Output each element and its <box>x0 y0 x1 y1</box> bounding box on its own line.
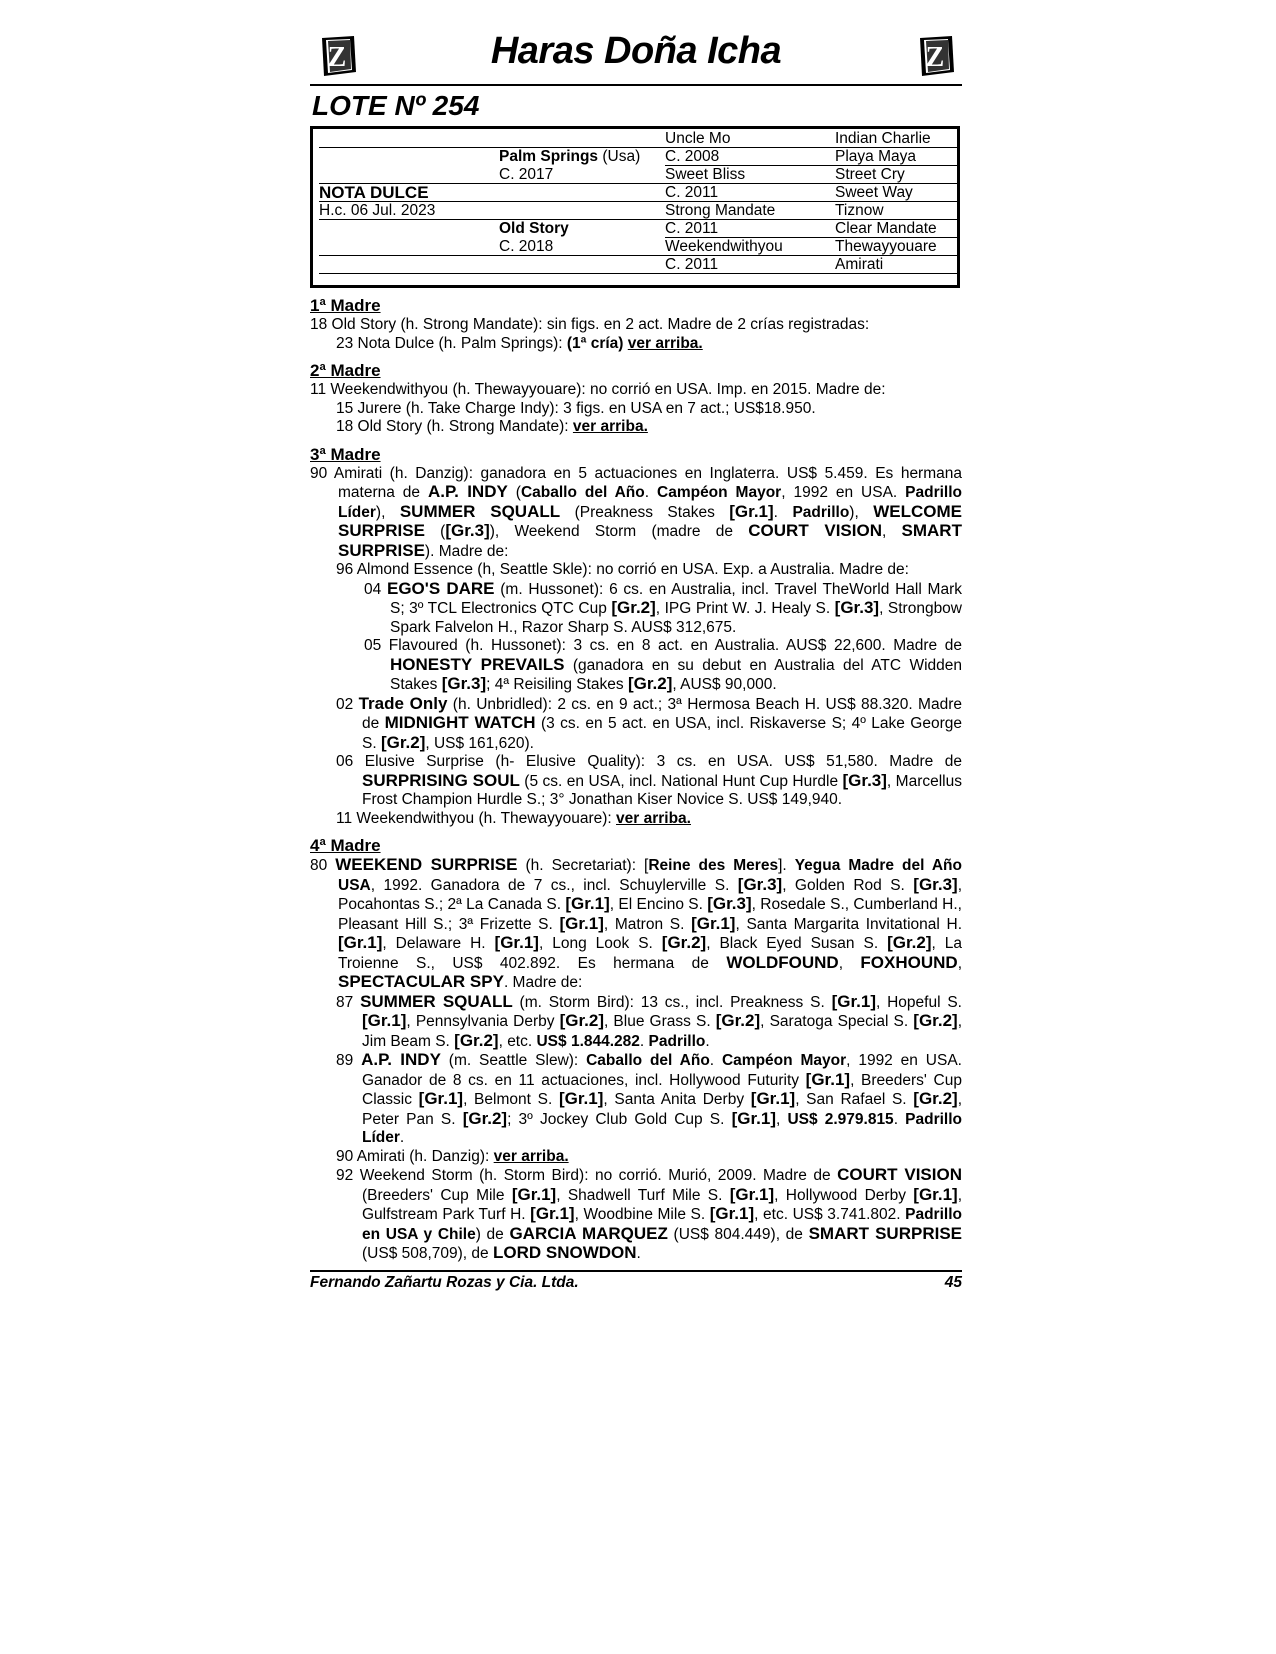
pedigree-rule <box>319 183 959 184</box>
logo-icon <box>912 32 958 80</box>
paragraph: 92 Weekend Storm (h. Storm Bird): no corrió. Murió, 2009. Madre de COURT VISION (Breeders' Cup Mile [Gr.1], Shadwell Turf Mile S. [Gr.1], Hollywood Derby [Gr.1], Gulfstream Park Turf H. [Gr.1], Woodbine Mile S. [Gr.1], etc. US$ 3.741.802. Padrillo en USA y Chile) de GARCIA MARQUEZ (US$ 804.449), de SMART SURPRISE (US$ 508,709), de LORD SNOWDON. <box>336 1165 962 1262</box>
pedigree-cell: Strong Mandate <box>665 202 776 219</box>
paragraph: 18 Old Story (h. Strong Mandate): ver arriba. <box>336 418 648 435</box>
paragraph: 02 Trade Only (h. Unbridled): 2 cs. en 9 act.; 3ª Hermosa Beach H. US$ 88.320. Madre de MIDNIGHT WATCH (3 cs. en 5 act. en USA, incl. Riskaverse S; 4º Lake George S. [Gr.2], US$ 161,620). <box>336 693 962 752</box>
paragraph: 05 Flavoured (h. Hussonet): 3 cs. en 8 act. en Australia. AUS$ 22,600. Madre de HONESTY PREVAILS (ganadora en su debut en Australia del ATC Widden Stakes [Gr.3]; 4ª Reisiling Stakes [Gr.2], AUS$ 90,000. <box>364 637 963 693</box>
pedigree-rule <box>665 165 959 166</box>
paragraph: 90 Amirati (h. Danzig): ver arriba. <box>336 1147 569 1165</box>
paragraph: 06 Elusive Surprise (h- Elusive Quality): 3 cs. en USA. US$ 51,580. Madre de SURPRISING SOUL (5 cs. en USA, incl. National Hunt Cup Hurdle [Gr.3], Marcellus Frost Champion Hurdle S.; 3° Jonathan Kiser Novice S. US$ 149,940. <box>336 753 962 808</box>
section-title: 4ª Madre <box>310 836 381 855</box>
pedigree-cell: Street Cry <box>835 166 905 183</box>
page-header <box>310 28 962 86</box>
horse-info: H.c. 06 Jul. 2023 <box>319 202 436 219</box>
pedigree-cell: Clear Mandate <box>835 220 937 237</box>
pedigree-cell: Indian Charlie <box>835 130 931 147</box>
lot-number: LOTE Nº 254 <box>312 90 480 121</box>
paragraph: 04 EGO'S DARE (m. Hussonet): 6 cs. en Australia, incl. Travel TheWorld Hall Mark S; 3º TCL Electronics QTC Cup [Gr.2], IPG Print W. J. Healy S. [Gr.3], Strongbow Spark Falvelon H., Razor Sharp S. AUS$ 312,675. <box>364 578 962 636</box>
pedigree-cell: Playa Maya <box>835 148 916 165</box>
pedigree-cell: Sweet Way <box>835 184 913 201</box>
pedigree-cell: Uncle Mo <box>665 130 731 147</box>
pedigree-rule <box>319 201 959 202</box>
pedigree-cell: Sweet Bliss <box>665 166 746 183</box>
pedigree-cell: C. 2011 <box>665 184 719 201</box>
svg-text:Z: Z <box>327 42 347 73</box>
pedigree-cell: C. 2011 <box>665 220 719 237</box>
page-footer <box>310 1270 962 1292</box>
sire-year: C. 2017 <box>499 166 554 183</box>
paragraph: 11 Weekendwithyou (h. Thewayyouare): no corrió en USA. Imp. en 2015. Madre de: <box>310 381 886 398</box>
section-title: 2ª Madre <box>310 361 381 380</box>
paragraph: 90 Amirati (h. Danzig): ganadora en 5 actuaciones en Inglaterra. US$ 5.459. Es hermana materna de A.P. INDY (Caballo del Año. Campéon Mayor, 1992 en USA. Padrillo Líder), SUMMER SQUALL (Preakness Stakes [Gr.1]. Padrillo), WELCOME SURPRISE ([Gr.3]), Weekend Storm (madre de COURT VISION, SMART SURPRISE). Madre de: <box>310 464 963 560</box>
paragraph: 11 Weekendwithyou (h. Thewayyouare): ver arriba. <box>336 809 691 827</box>
pedigree-rule <box>665 237 959 238</box>
sire: Palm Springs (Usa) <box>499 148 641 165</box>
dam: Old Story <box>499 220 569 237</box>
pedigree-rule <box>319 255 959 256</box>
paragraph: 96 Almond Essence (h, Seattle Skle): no corrió en USA. Exp. a Australia. Madre de: <box>336 561 909 578</box>
page-title: Haras Doña Icha <box>490 30 782 72</box>
page-number: 45 <box>944 1273 962 1291</box>
pedigree-cell: Tiznow <box>835 202 884 219</box>
paragraph: 87 SUMMER SQUALL (m. Storm Bird): 13 cs., incl. Preakness S. [Gr.1], Hopeful S. [Gr.1], Pennsylvania Derby [Gr.2], Blue Grass S. [Gr.2], Saratoga Special S. [Gr.2], Jim Beam S. [Gr.2], etc. US$ 1.844.282. Padrillo. <box>336 991 963 1050</box>
section-title: 1ª Madre <box>310 296 381 315</box>
paragraph: 89 A.P. INDY (m. Seattle Slew): Caballo del Año. Campéon Mayor, 1992 en USA. Ganador de 8 cs. en 11 actuaciones, incl. Hollywood Futurity [Gr.1], Breeders' Cup Classic [Gr.1], Belmont S. [Gr.1], Santa Anita Derby [Gr.1], San Rafael S. [Gr.2], Peter Pan S. [Gr.2]; 3º Jockey Club Gold Cup S. [Gr.1], US$ 2.979.815. Padrillo Líder. <box>336 1050 963 1146</box>
pedigree-cell: Weekendwithyou <box>665 238 783 255</box>
paragraph: 23 Nota Dulce (h. Palm Springs): (1ª cría) ver arriba. <box>336 334 703 352</box>
paragraph: 80 WEEKEND SURPRISE (h. Secretariat): [Reine des Meres]. Yegua Madre del Año USA, 1992. Ganadora de 7 cs., incl. Schuylerville S. [Gr.3], Golden Rod S. [Gr.3], Pocahontas S.; 2ª La Canada S. [Gr.1], El Encino S. [Gr.3], Rosedale S., Cumberland H., Pleasant Hill S.; 3ª Frizette S. [Gr.1], Matron S. [Gr.1], Santa Margarita Invitational H. [Gr.1], Delaware H. [Gr.1], Long Look S. [Gr.2], Black Eyed Susan S. [Gr.2], La Troienne S., US$ 402.892. Es hermana de WOLDFOUND, FOXHOUND, SPECTACULAR SPY. Madre de: <box>310 855 963 991</box>
pedigree-cell: C. 2011 <box>665 256 719 273</box>
pedigree-rule <box>319 219 959 220</box>
footer-company: Fernando Zañartu Rozas y Cia. Ltda. <box>310 1273 579 1291</box>
pedigree-cell: Thewayyouare <box>835 238 937 255</box>
dam-year: C. 2018 <box>499 238 554 255</box>
pedigree-cell: Amirati <box>835 256 884 273</box>
section-title: 3ª Madre <box>310 444 381 464</box>
svg-text:Z: Z <box>925 42 945 73</box>
pedigree-rule <box>319 147 959 148</box>
paragraph: 18 Old Story (h. Strong Mandate): sin figs. en 2 act. Madre de 2 crías registradas: <box>310 316 870 333</box>
horse-name: NOTA DULCE <box>319 183 429 202</box>
catalog-page <box>310 28 962 1292</box>
pedigree-rule <box>319 273 959 274</box>
pedigree-table <box>310 126 960 288</box>
pedigree-cell: C. 2008 <box>665 148 720 165</box>
paragraph: 15 Jurere (h. Take Charge Indy): 3 figs. en USA en 7 act.; US$18.950. <box>336 399 816 417</box>
